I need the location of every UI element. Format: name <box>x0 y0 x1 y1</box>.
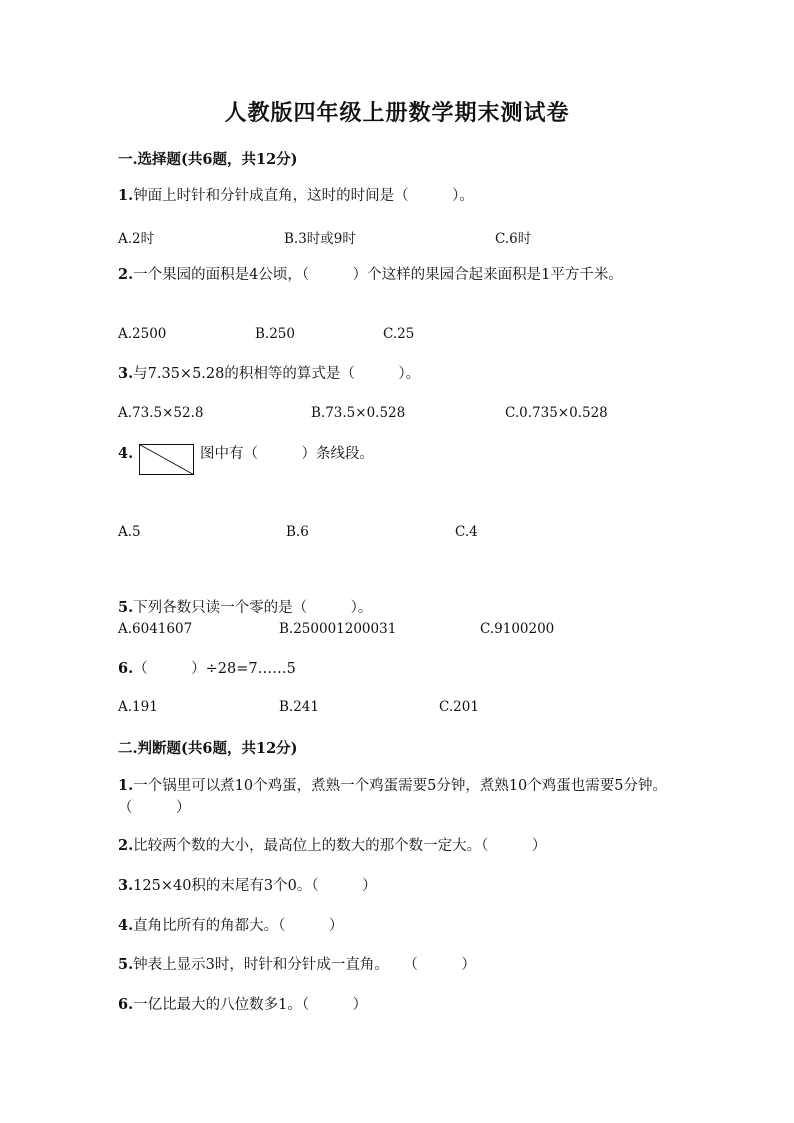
question-5 <box>118 597 678 619</box>
option-a: A.6041607 <box>118 621 193 637</box>
question-6 <box>118 658 678 680</box>
option-b: B.241 <box>279 699 319 715</box>
option-b: B.250001200031 <box>279 621 397 637</box>
option-c: C.4 <box>455 524 478 540</box>
question-text: 钟表上显示3时，时针和分针成一直角。 （ ） <box>133 957 476 973</box>
option-c: C.25 <box>383 326 415 342</box>
question-text: 比较两个数的大小，最高位上的数大的那个数一定大。（ ） <box>133 838 547 854</box>
option-b: B.3时或9时 <box>284 231 356 247</box>
page-title: 人教版四年级上册数学期末测试卷 <box>224 100 570 126</box>
judgment-6 <box>118 994 678 1016</box>
judgment-2 <box>118 835 678 857</box>
question-text: 125×40积的末尾有3个0。（ ） <box>133 878 377 894</box>
question-number: 5. <box>118 956 134 973</box>
question-2 <box>118 264 663 286</box>
question-4-text: 图中有（ ）条线段。 <box>200 446 374 462</box>
option-c: C.0.735×0.528 <box>505 405 608 421</box>
option-c: C.201 <box>439 699 479 715</box>
question-number: 6. <box>118 660 134 677</box>
question-number: 5. <box>118 599 134 616</box>
question-number: 4. <box>118 445 134 462</box>
option-b: B.250 <box>255 326 295 342</box>
question-number: 3. <box>118 877 134 894</box>
judgment-1 <box>118 775 673 819</box>
judgment-4 <box>118 915 678 937</box>
rectangle-diagonal-figure <box>139 444 194 475</box>
question-number: 4. <box>118 917 134 934</box>
question-3 <box>118 363 678 385</box>
question-number: 3. <box>118 365 134 382</box>
option-a: A.2时 <box>118 231 155 247</box>
question-text: 一个果园的面积是4公顷，（ ）个这样的果园合起来面积是1平方千米。 <box>133 267 623 283</box>
question-text: 下列各数只读一个零的是（ ）。 <box>133 600 373 616</box>
question-1 <box>118 185 678 207</box>
option-c: C.6时 <box>495 231 532 247</box>
question-number: 2. <box>118 266 134 283</box>
section-heading-choice: 一.选择题(共6题，共12分) <box>118 151 298 168</box>
question-text: 与7.35×5.28的积相等的算式是（ ）。 <box>133 366 421 382</box>
judgment-3 <box>118 875 678 897</box>
question-text: 一个锅里可以煮10个鸡蛋，煮熟一个鸡蛋需要5分钟，煮熟10个鸡蛋也需要5分钟。（ ） <box>118 778 667 816</box>
question-number: 1. <box>118 777 134 794</box>
option-b: B.73.5×0.528 <box>311 405 406 421</box>
option-a: A.73.5×52.8 <box>118 405 204 421</box>
question-text: 一亿比最大的八位数多1。（ ） <box>133 997 368 1013</box>
question-text: 直角比所有的角都大。（ ） <box>133 918 344 934</box>
question-number: 2. <box>118 837 134 854</box>
option-a: A.191 <box>118 699 158 715</box>
option-a: A.2500 <box>118 326 167 342</box>
judgment-5 <box>118 954 678 976</box>
section-heading-judgment: 二.判断题(共6题，共12分) <box>118 740 298 757</box>
question-text: （ ）÷28=7……5 <box>133 661 296 677</box>
question-number: 6. <box>118 996 134 1013</box>
option-a: A.5 <box>118 524 141 540</box>
diagonal-line <box>140 445 194 475</box>
question-number: 1. <box>118 187 134 204</box>
question-text: 钟面上时针和分针成直角，这时的时间是（ ）。 <box>133 188 474 204</box>
option-c: C.9100200 <box>480 621 555 637</box>
option-b: B.6 <box>286 524 309 540</box>
